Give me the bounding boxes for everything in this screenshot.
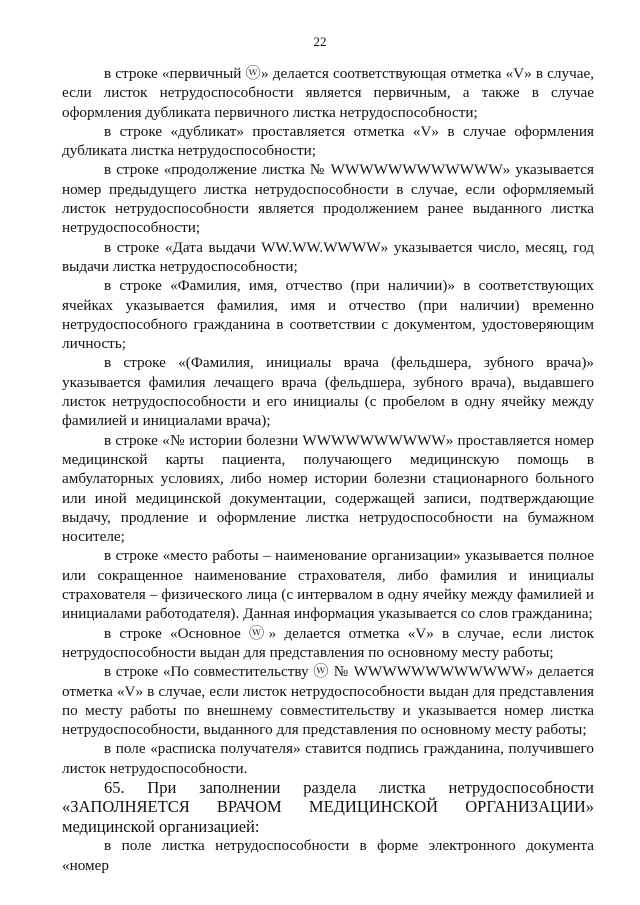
paragraph-workplace: в строке «место работы – наименование организации» указывается полное или сокращенное наименование страхователя, либо фамилия и инициалы страхователя – физического лица (с интервалом в одну ячейку между фамилией и инициалами работодателя). Данная информация указывается со слов гражданина; bbox=[62, 547, 594, 623]
paragraph-issue-date: в строке «Дата выдачи WW.WW.WWWW» указывается число, месяц, год выдачи листка нетрудоспособности; bbox=[62, 238, 594, 275]
paragraph-receipt: в поле «расписка получателя» ставится подпись гражданина, получившего листок нетрудоспособности. bbox=[62, 740, 594, 777]
paragraph-primary: в строке «первичный ⓦ» делается соответствующая отметка «V» в случае, если листок нетрудоспособности является первичным, а также в случае оформления дубликата первичного листка нетрудоспособности; bbox=[62, 65, 594, 121]
paragraph-electronic-number: в поле листка нетрудоспособности в форме электронного документа «номер bbox=[62, 837, 594, 874]
document-body bbox=[62, 64, 594, 875]
paragraph-section-65: 65. При заполнении раздела листка нетрудоспособности «ЗАПОЛНЯЕТСЯ ВРАЧОМ МЕДИЦИНСКОЙ ОРГАНИЗАЦИИ» медицинской организацией: bbox=[62, 777, 594, 836]
paragraph-medical-record: в строке «№ истории болезни WWWWWWWWWW» проставляется номер медицинской карты пациента, получающего медицинскую помощь в амбулаторных условиях, либо номер истории болезни стационарного больного или иной медицинской документации, содержащей записи, подтверждающие выдачу, продление и оформление листка нетрудоспособности на бумажном носителе; bbox=[62, 431, 594, 546]
paragraph-part-time: в строке «По совместительству ⓦ № WWWWWWWWWWWW» делается отметка «V» в случае, если листок нетрудоспособности выдан для представления по месту работы по внешнему совместительству и указывается номер листка нетрудоспособности, выданного для представления по основному месту работы; bbox=[62, 663, 594, 739]
paragraph-doctor-name: в строке «(Фамилия, инициалы врача (фельдшера, зубного врача)» указывается фамилия лечащего врача (фельдшера, зубного врача), выдавшего листок нетрудоспособности и его инициалы (с пробелом в одну ячейку между фамилией и инициалами врача); bbox=[62, 354, 594, 430]
paragraph-continuation: в строке «продолжение листка № WWWWWWWWWWWW» указывается номер предыдущего листка нетрудоспособности в случае, если оформляемый листок нетрудоспособности является продолжением ранее выданного листка нетрудоспособности; bbox=[62, 161, 594, 237]
paragraph-main-job: в строке «Основное ⓦ» делается отметка «V» в случае, если листок нетрудоспособности выдан для представления по основному месту работы; bbox=[62, 624, 594, 661]
paragraph-duplicate: в строке «дубликат» проставляется отметка «V» в случае оформления дубликата листка нетрудоспособности; bbox=[62, 122, 594, 160]
page-number: 22 bbox=[313, 34, 327, 49]
paragraph-full-name: в строке «Фамилия, имя, отчество (при наличии)» в соответствующих ячейках указывается фамилия, имя и отчество (при наличии) временно нетрудоспособного гражданина в соответствии с документом, удостоверяющим личность; bbox=[62, 277, 594, 353]
